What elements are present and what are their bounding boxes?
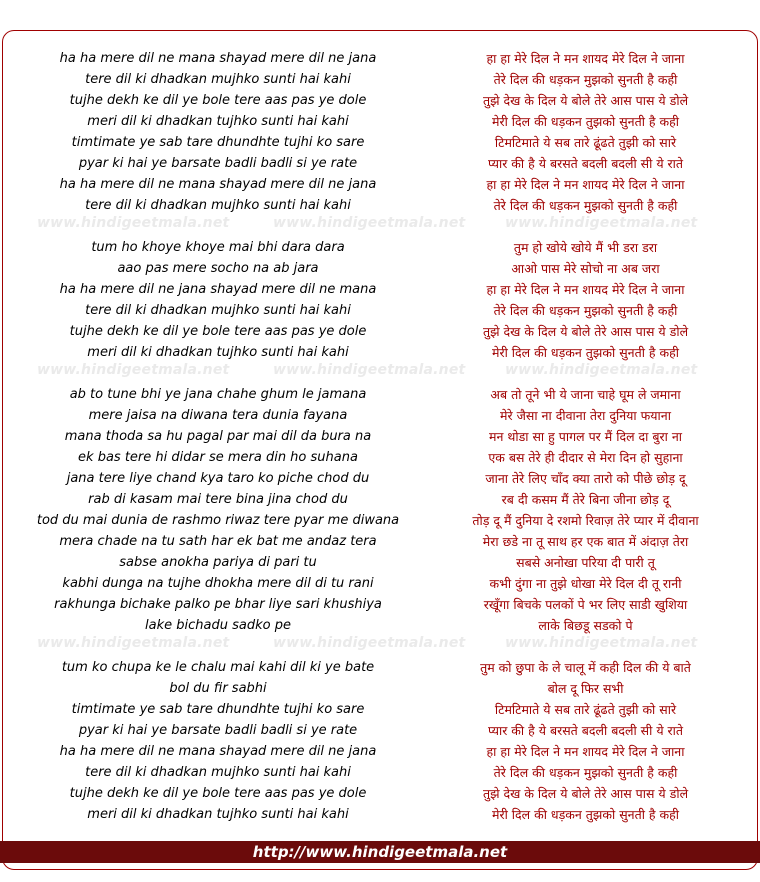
hindi-lyric-line: टिमटिमाते ये सब तारे ढूंढते तुझी को सारे: [494, 135, 677, 150]
english-lyric-line: mera chade na tu sath har ek bat me andaz tera: [59, 534, 377, 549]
english-lyric-line: tod du mai dunia de rashmo riwaz tere pyar me diwana: [36, 513, 400, 528]
hindi-lyric-line: तुम को छुपा के ले चालू में कही दिल की ये बाते: [480, 660, 691, 675]
english-lyric-line: aao pas mere socho na ab jara: [117, 261, 319, 276]
english-lyric-line: lake bichadu sadko pe: [145, 618, 291, 633]
english-lyric-line: ha ha mere dil ne mana shayad mere dil ne jana: [59, 177, 377, 192]
hindi-lyric-line: लाके बिछडू सडको पे: [538, 618, 633, 633]
hindi-lyric-line: मेरे जैसा ना दीवाना तेरा दुनिया फयाना: [500, 408, 671, 423]
hindi-lyric-line: रखूँगा बिचके पलकों पे भर लिए साडी खुशिया: [483, 597, 688, 612]
english-lyric-line: mana thoda sa hu pagal par mai dil da bura na: [64, 429, 372, 444]
english-lyric-line: meri dil ki dhadkan tujhko sunti hai kahi: [87, 807, 349, 822]
hindi-lyric-line: तुझे देख के दिल ये बोले तेरे आस पास ये डोले: [482, 324, 689, 339]
english-lyric-line: pyar ki hai ye barsate badli badli si ye rate: [78, 156, 358, 171]
english-lyric-line: tere dil ki dhadkan mujhko sunti hai kahi: [85, 72, 351, 87]
hindi-lyric-line: तेरे दिल की धड़कन मुझको सुनती है कही: [493, 765, 678, 780]
hindi-lyric-line: हा हा मेरे दिल ने मन शायद मेरे दिल ने जाना: [486, 51, 685, 66]
watermark-text: www.hindigeetmala.net: [37, 635, 230, 651]
english-lyric-line: sabse anokha pariya di pari tu: [119, 555, 317, 570]
hindi-lyric-line: तुझे देख के दिल ये बोले तेरे आस पास ये डोले: [482, 93, 689, 108]
lyrics-card: [2, 30, 758, 870]
english-lyric-line: timtimate ye sab tare dhundhte tujhi ko sare: [71, 135, 365, 150]
watermark-text: www.hindigeetmala.net: [505, 215, 698, 231]
footer-bar: [0, 841, 760, 863]
english-lyric-line: tujhe dekh ke dil ye bole tere aas pas ye dole: [69, 93, 367, 108]
hindi-lyric-line: तोड़ दू मैं दुनिया दे रशमो रिवाज़ तेरे प्यार में दीवाना: [472, 513, 699, 528]
watermark-text: www.hindigeetmala.net: [37, 362, 230, 378]
english-lyric-line: meri dil ki dhadkan tujhko sunti hai kahi: [87, 345, 349, 360]
english-lyric-line: jana tere liye chand kya taro ko piche chod du: [66, 471, 370, 486]
footer-url-link[interactable]: http://www.hindigeetmala.net: [252, 843, 508, 861]
watermark-text: www.hindigeetmala.net: [273, 215, 466, 231]
hindi-lyric-line: तेरे दिल की धड़कन मुझको सुनती है कही: [493, 303, 678, 318]
hindi-lyric-line: आओ पास मेरे सोचो ना अब जरा: [511, 261, 660, 276]
english-lyric-line: mere jaisa na diwana tera dunia fayana: [88, 408, 348, 423]
hindi-lyric-line: कभी दुंगा ना तुझे धोखा मेरे दिल दी तू रानी: [489, 576, 682, 591]
hindi-lyric-line: मेरी दिल की धड़कन तुझको सुनती है कही: [491, 345, 679, 360]
watermark-text: www.hindigeetmala.net: [505, 635, 698, 651]
english-lyric-line: tujhe dekh ke dil ye bole tere aas pas ye dole: [69, 786, 367, 801]
hindi-lyric-line: अब तो तूने भी ये जाना चाहे घूम ले जमाना: [490, 387, 681, 402]
hindi-lyric-line: हा हा मेरे दिल ने मन शायद मेरे दिल ने जाना: [486, 282, 685, 297]
english-lyric-line: ab to tune bhi ye jana chahe ghum le jamana: [69, 387, 367, 402]
hindi-lyric-line: सबसे अनोखा परिया दी पारी तू: [516, 555, 655, 570]
english-lyric-line: rab di kasam mai tere bina jina chod du: [88, 492, 348, 507]
hindi-lyric-line: रब दी कसम मैं तेरे बिना जीना छोड़ दू: [501, 492, 670, 507]
english-lyric-line: ha ha mere dil ne mana shayad mere dil ne jana: [59, 744, 377, 759]
hindi-lyric-line: मेरी दिल की धड़कन तुझको सुनती है कही: [491, 807, 679, 822]
english-lyric-line: kabhi dunga na tujhe dhokha mere dil di tu rani: [62, 576, 374, 591]
hindi-lyric-line: मेरा छडे ना तू साथ हर एक बात में अंदाज़ तेरा: [482, 534, 689, 549]
english-lyric-line: bol du fir sabhi: [169, 681, 267, 696]
hindi-lyric-line: टिमटिमाते ये सब तारे ढूंढते तुझी को सारे: [494, 702, 677, 717]
hindi-lyric-line: तेरे दिल की धड़कन मुझको सुनती है कही: [493, 72, 678, 87]
english-lyric-line: tere dil ki dhadkan mujhko sunti hai kahi: [85, 303, 351, 318]
english-lyric-line: rakhunga bichake palko pe bhar liye sari khushiya: [54, 597, 382, 612]
english-lyric-line: tujhe dekh ke dil ye bole tere aas pas ye dole: [69, 324, 367, 339]
english-lyric-line: tere dil ki dhadkan mujhko sunti hai kahi: [85, 198, 351, 213]
hindi-lyric-line: हा हा मेरे दिल ने मन शायद मेरे दिल ने जाना: [486, 744, 685, 759]
watermark-text: www.hindigeetmala.net: [505, 362, 698, 378]
hindi-lyric-line: जाना तेरे लिए चाँद क्या तारो को पीछे छोड़ दू: [485, 471, 686, 486]
english-lyric-line: tum ko chupa ke le chalu mai kahi dil ki ye bate: [61, 660, 375, 675]
english-lyric-line: ha ha mere dil ne jana shayad mere dil ne mana: [59, 282, 377, 297]
hindi-lyric-line: प्यार की है ये बरसते बदली बदली सी ये राते: [487, 723, 684, 738]
hindi-lyric-line: हा हा मेरे दिल ने मन शायद मेरे दिल ने जाना: [486, 177, 685, 192]
hindi-lyric-line: तुम हो खोये खोये मैं भी डरा डरा: [513, 240, 658, 255]
english-lyric-line: timtimate ye sab tare dhundhte tujhi ko sare: [71, 702, 365, 717]
english-lyric-line: pyar ki hai ye barsate badli badli si ye rate: [78, 723, 358, 738]
english-lyric-line: ha ha mere dil ne mana shayad mere dil ne jana: [59, 51, 377, 66]
hindi-lyric-line: मन थोडा सा हु पागल पर मैं दिल दा बुरा ना: [488, 429, 683, 444]
hindi-lyric-line: बोल दू फिर सभी: [547, 681, 624, 696]
english-lyric-line: ek bas tere hi didar se mera din ho suhana: [78, 450, 358, 465]
english-lyric-line: meri dil ki dhadkan tujhko sunti hai kahi: [87, 114, 349, 129]
watermark-text: www.hindigeetmala.net: [37, 215, 230, 231]
hindi-lyric-line: एक बस तेरे ही दीदार से मेरा दिन हो सुहाना: [488, 450, 683, 465]
watermark-text: www.hindigeetmala.net: [273, 635, 466, 651]
watermark-text: www.hindigeetmala.net: [273, 362, 466, 378]
hindi-lyric-line: मेरी दिल की धड़कन तुझको सुनती है कही: [491, 114, 679, 129]
english-lyric-line: tum ho khoye khoye mai bhi dara dara: [91, 240, 345, 255]
english-lyric-line: tere dil ki dhadkan mujhko sunti hai kahi: [85, 765, 351, 780]
hindi-lyric-line: तेरे दिल की धड़कन मुझको सुनती है कही: [493, 198, 678, 213]
hindi-lyric-line: तुझे देख के दिल ये बोले तेरे आस पास ये डोले: [482, 786, 689, 801]
hindi-lyric-line: प्यार की है ये बरसते बदली बदली सी ये राते: [487, 156, 684, 171]
